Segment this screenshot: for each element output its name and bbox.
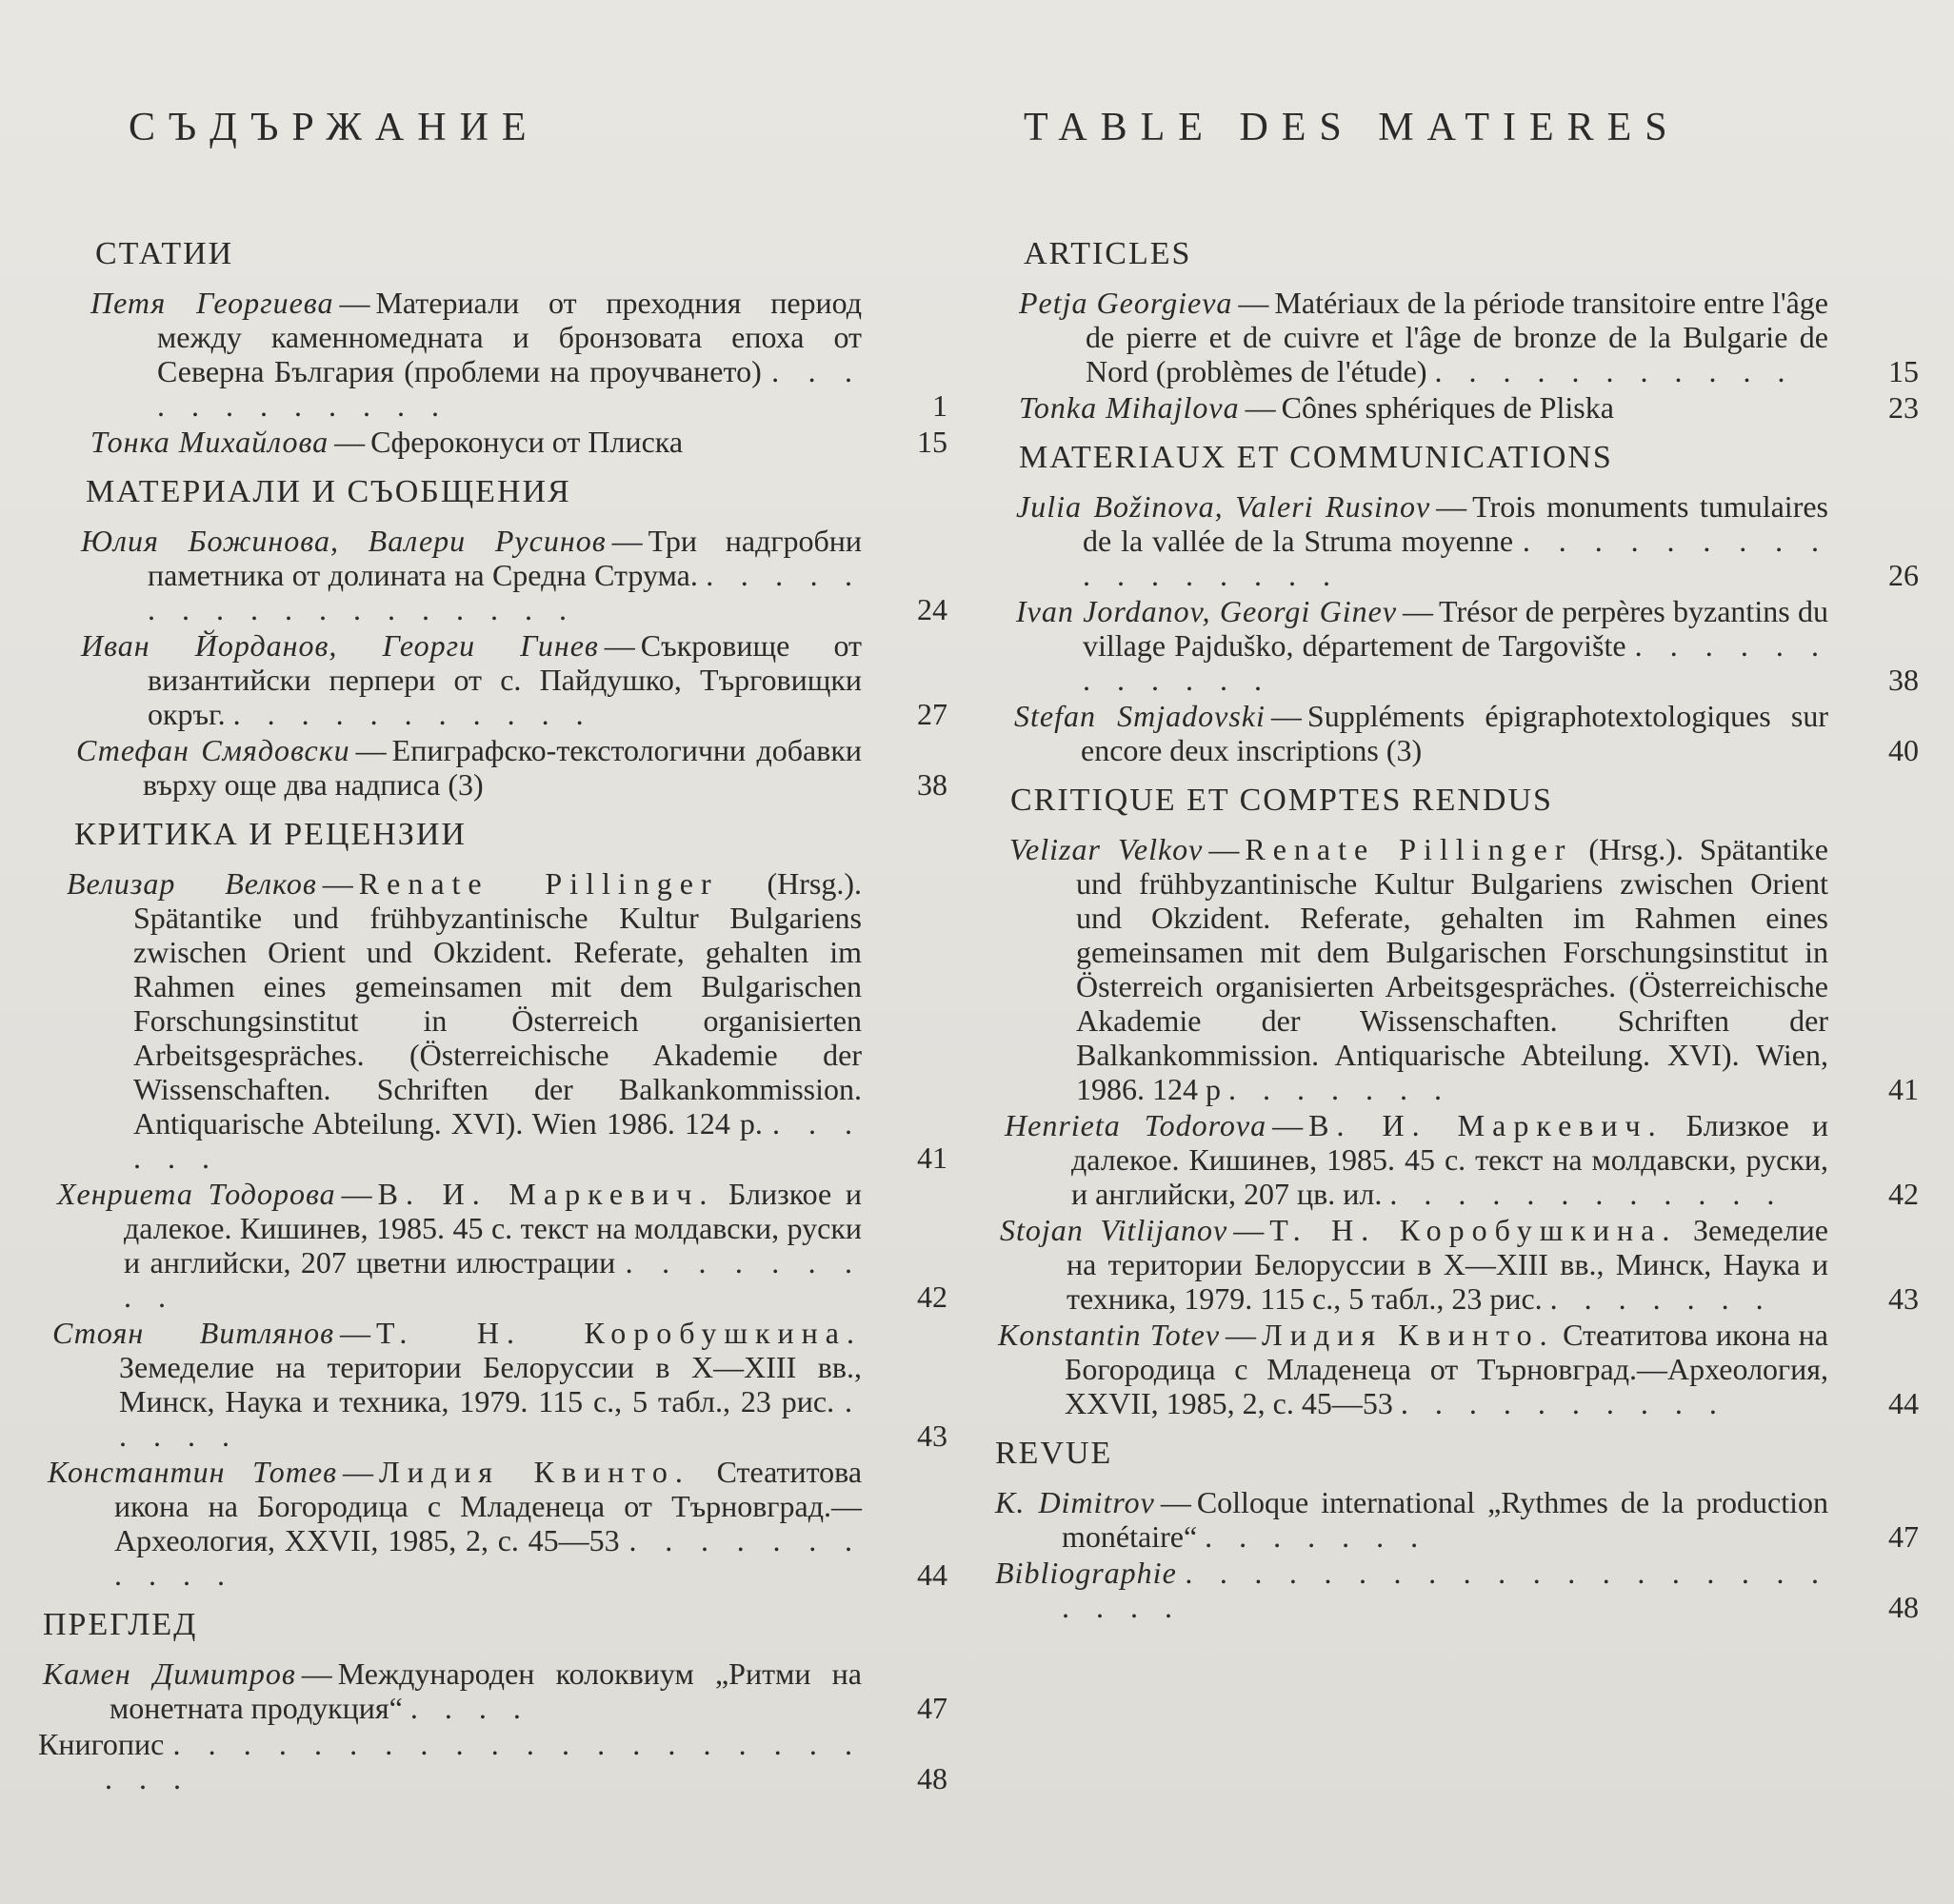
- entry-page: 47: [917, 1691, 947, 1725]
- leader-dots: . . . . . . . . . . .: [1434, 354, 1795, 388]
- entry-page: 38: [917, 767, 947, 802]
- reviewed-author: Renate Pillinger: [1245, 832, 1573, 866]
- section-heading: CRITIQUE ET COMPTES RENDUS: [1010, 783, 1553, 818]
- entry-author: Хенриета Тодорова: [57, 1177, 336, 1211]
- entry-author: Stojan Vitlijanov: [1000, 1213, 1228, 1247]
- toc-entry: K. Dimitrov — Colloque international „Rythmes de la production monétaire“ . . . . . . . 47: [995, 1485, 1919, 1554]
- toc-entry: Камен Димитров — Международен колоквиум „Ритми на монетната продукция“ . . . . 47: [43, 1656, 947, 1725]
- reviewed-author: Лидия Квинто.: [1262, 1318, 1555, 1352]
- leader-dots: . . . . . . . . . . .: [114, 1523, 863, 1592]
- leader-dots: . . . . . . . . . .: [1400, 1386, 1726, 1420]
- toc-entry: Велизар Велков — Renate Pillinger (Hrsg.). Spätantike und frühbyzantinische Kultur Bulgariens zwischen Orient und Okzident. Referate, gehalten im Rahmen eines gemeinsamen mit dem Bulgarischen Forschungsinstitut in Österreich organisierten Arbeitsgespräches. (Österreichische Akademie der Wissenschaften. Schriften der Balkankommission. Antiquarische Abteilung. XVI). Wien 1986. 124 p. . . . . . . 41: [67, 866, 947, 1175]
- toc-entry: Stojan Vitlijanov — Т. Н. Коробушкина. Земеделие на територии Белоруссии в X—XIII вв., Минск, Наука и техника, 1979. 115 с., 5 табл., 23 рис. . . . . . . . 43: [1000, 1213, 1919, 1316]
- entry-page: 15: [917, 425, 947, 459]
- toc-entry: Henrieta Todorova — В. И. Маркевич. Близкое и далекое. Кишинев, 1985. 45 с. текст на молдавски, руски, и английски, 207 цв. ил. . . . . . . . . . . . . 42: [1005, 1108, 1919, 1211]
- entry-author: Julia Božinova, Valeri Rusinov: [1016, 489, 1431, 524]
- section-heading: ARTICLES: [1024, 236, 1192, 271]
- entry-page: 44: [1888, 1386, 1919, 1420]
- entry-title: Близкое и далекое. Кишинев, 1985. 45 с. текст на молдавски, руски и английски, 207 цветни илюстрации: [124, 1177, 863, 1279]
- leader-dots: . . . . . . .: [1549, 1281, 1773, 1316]
- entry-title: (Hrsg.). Spätantike und frühbyzantinische Kultur Bulgariens zwischen Orient und Okzident. Referate, gehalten im Rahmen eines gemeinsamen mit dem Bulgarischen Forschungsinstitut in Österreich organisierten Arbeitsgespräches. (Österreichische Akademie der Wissenschaften. Schriften der Balkankommission. Antiquarische Abteilung. XVI). Wien, 1986. 124 p: [1076, 832, 1828, 1106]
- entry-title: Сфероконуси от Плиска: [370, 425, 684, 459]
- entry-title: Trois monuments tumulaires de la vallée de la Struma moyenne: [1083, 489, 1829, 558]
- leader-dots: . . . . . . . . . . . . . . . . . . . . . . .: [1062, 1556, 1829, 1624]
- leader-dots: . . . . . . . . . . . .: [1389, 1177, 1785, 1211]
- leader-dots: . . . . .: [119, 1384, 863, 1453]
- leader-dots: . . . . . . . . . . . .: [157, 354, 863, 423]
- entry-author: Петя Георгиева: [90, 286, 334, 320]
- entry-page: 42: [1888, 1177, 1919, 1211]
- entry-page: 48: [917, 1761, 947, 1795]
- entry-title: Съкровище от византийски перпери от с. Пайдушко, Търговищки окръг.: [148, 628, 863, 731]
- entry-author: Константин Тотев: [48, 1455, 337, 1489]
- entry-page: 42: [917, 1279, 947, 1314]
- leader-dots: . . . . . . . . . . . .: [1083, 628, 1828, 697]
- toc-entry: Julia Božinova, Valeri Rusinov — Trois monuments tumulaires de la vallée de la Struma moyenne . . . . . . . . . . . . . . . . . 26: [1016, 489, 1919, 592]
- toc-entry: Tonka Mihajlova — Cônes sphériques de Pliska 23: [1019, 390, 1919, 425]
- entry-page: 48: [1888, 1590, 1919, 1624]
- toc-section: [995, 440, 1919, 767]
- toc-entry: Тонка Михайлова — Сфероконуси от Плиска 15: [90, 425, 947, 459]
- entry-author: Ivan Jordanov, Georgi Ginev: [1016, 594, 1398, 628]
- entry-page: 43: [1888, 1281, 1919, 1316]
- leader-dots: . . . . . . . . . . . . . . . . . . . . . . .: [105, 1727, 863, 1795]
- entry-title: Colloque international „Rythmes de la production monétaire“: [1062, 1485, 1829, 1554]
- entry-page: 38: [1888, 663, 1919, 697]
- entry-title: Matériaux de la période transitoire entre l'âge de pierre et de cuivre et l'âge de bronze de la Bulgarie de Nord (problèmes de l'étude): [1086, 286, 1829, 388]
- reviewed-author: Лидия Квинто.: [379, 1455, 690, 1489]
- toc-section: [38, 474, 947, 802]
- entry-page: 43: [917, 1418, 947, 1453]
- section-heading: ПРЕГЛЕД: [43, 1607, 198, 1642]
- entry-title: Три надгробни паметника от долината на Средна Струма.: [148, 524, 862, 592]
- entry-author: K. Dimitrov: [995, 1485, 1155, 1519]
- toc-section: [995, 236, 1919, 425]
- entry-author: Стефан Смядовски: [76, 733, 350, 767]
- entry-author: Henrieta Todorova: [1005, 1108, 1267, 1142]
- section-heading: МАТЕРИАЛИ И СЪОБЩЕНИЯ: [86, 474, 571, 509]
- entry-page: 41: [1888, 1072, 1919, 1106]
- entry-title: Земеделие на територии Белоруссии в X—XIII вв., Минск, Наука и техника, 1979. 115 с., 5 табл., 23 рис.: [119, 1350, 862, 1418]
- toc-entry: Ivan Jordanov, Georgi Ginev — Trésor de perpères byzantins du village Pajduško, département de Targovište . . . . . . . . . . . . 38: [1016, 594, 1919, 697]
- toc-entry: Константин Тотев — Лидия Квинто. Стеатитова икона на Богородица с Младенеца от Търновград.— Археология, XXVII, 1985, 2, с. 45—53 . . . . . . . . . . . 44: [48, 1455, 947, 1592]
- entry-author: Тонка Михайлова: [90, 425, 329, 459]
- leader-dots: . . . . . . . . . . . . . . . . .: [1083, 524, 1829, 592]
- reviewed-author: В. И. Маркевич.: [377, 1177, 715, 1211]
- section-heading: СТАТИИ: [95, 236, 234, 271]
- entry-author: Велизар Велков: [67, 866, 317, 901]
- entry-title: Trésor de perpères byzantins du village Pajduško, département de Targovište: [1083, 594, 1829, 663]
- toc-section: [995, 783, 1919, 1420]
- entry-author: Velizar Velkov: [1009, 832, 1204, 866]
- toc-entry: Стоян Витлянов — Т. Н. Коробушкина. Земеделие на територии Белоруссии в X—XIII вв., Минск, Наука и техника, 1979. 115 с., 5 табл., 23 рис. . . . . . 43: [52, 1316, 947, 1453]
- toc-entry: Петя Георгиева — Материали от преходния период между каменномедната и бронзовата епоха от Северна България (проблеми на проучването) . . . . . . . . . . . . 1: [90, 286, 947, 423]
- toc-entry: [995, 1556, 1919, 1624]
- entry-author: Petja Georgieva: [1019, 286, 1233, 320]
- entry-title: Материали от преходния период между каменномедната и бронзовата епоха от Северна България (проблеми на проучването): [157, 286, 863, 388]
- toc-entry: Velizar Velkov — Renate Pillinger (Hrsg.). Spätantike und frühbyzantinische Kultur Bulgariens zwischen Orient und Okzident. Referate, gehalten im Rahmen eines gemeinsamen mit dem Bulgarischen Forschungsinstitut in Österreich organisierten Arbeitsgespräches. (Österreichische Akademie der Wissenschaften. Schriften der Balkankommission. Antiquarische Abteilung. XVI). Wien, 1986. 124 p . . . . . . . 41: [1009, 832, 1919, 1106]
- entry-title: Епиграфско-текстологични добавки върху още два надписа (3): [143, 733, 862, 802]
- toc-entry: Юлия Божинова, Валери Русинов — Три надгробни паметника от долината на Средна Струма. . . . . . . . . . . . . . . . . . . 24: [81, 524, 947, 626]
- section-heading: MATERIAUX ET COMMUNICATIONS: [1019, 440, 1613, 475]
- entry-page: 40: [1888, 733, 1919, 767]
- reviewed-author: Т. Н. Коробушкина.: [1269, 1213, 1678, 1247]
- entry-author: Tonka Mihajlova: [1019, 390, 1240, 425]
- toc-column-bulgarian: [38, 95, 947, 1811]
- entry-page: 44: [917, 1557, 947, 1592]
- entry-page: 24: [917, 592, 947, 626]
- entry-page: 1: [932, 388, 947, 423]
- entry-title: Книгопис: [38, 1727, 165, 1761]
- leader-dots: . . . . . . .: [1228, 1072, 1451, 1106]
- toc-section: [38, 1607, 947, 1795]
- toc-entry: Стефан Смядовски — Епиграфско-текстологични добавки върху още два надписа (3) 38: [76, 733, 947, 802]
- entry-title: Близкое и далекое. Кишинев, 1985. 45 с. текст на молдавски, руски, и английски, 207 цв. ил.: [1071, 1108, 1829, 1211]
- toc-entry: [38, 1727, 947, 1795]
- entry-author: Stefan Smjadovski: [1014, 699, 1266, 733]
- entry-page: 26: [1888, 558, 1919, 592]
- entry-page: 41: [917, 1140, 947, 1175]
- toc-entry: Хенриета Тодорова — В. И. Маркевич. Близкое и далекое. Кишинев, 1985. 45 с. текст на молдавски, руски и английски, 207 цветни илюстрации . . . . . . . . . 42: [57, 1177, 947, 1314]
- section-heading: REVUE: [995, 1436, 1113, 1471]
- reviewed-author: В. И. Маркевич.: [1308, 1108, 1664, 1142]
- leader-dots: . . . . . . . . . . . . . . . . . .: [148, 558, 862, 626]
- entry-author: Konstantin Totev: [998, 1318, 1221, 1352]
- entry-author: Камен Димитров: [43, 1656, 296, 1691]
- entry-title: Международен колоквиум „Ритми на монетната продукция“: [110, 1656, 862, 1725]
- leader-dots: . . . . . . .: [1205, 1519, 1428, 1554]
- page-title-fr: TABLE DES MATIERES: [1024, 106, 1681, 149]
- entry-title: (Hrsg.). Spätantike und frühbyzantinische Kultur Bulgariens zwischen Orient und Okzident. Referate, gehalten im Rahmen eines gemeinsamen mit dem Bulgarischen Forschungsinstitut in Österreich organisierten Arbeitsgespräches. (Österreichische Akademie der Wissenschaften. Schriften der Balkankommission. Antiquarische Abteilung. XVI). Wien 1986. 124 p.: [133, 866, 863, 1140]
- leader-dots: . . . . . . . . . . .: [232, 697, 593, 731]
- leader-dots: . . . . . . . . .: [124, 1245, 863, 1314]
- entry-title: Стеатитова икона на Богородица с Младенеца от Търновград.— Археология, XXVII, 1985, 2, с. 45—53: [114, 1455, 863, 1557]
- leader-dots: . . . . . .: [133, 1106, 863, 1175]
- entry-title: Suppléments épigraphotextologiques sur encore deux inscriptions (3): [1081, 699, 1829, 767]
- entry-title: Стеатитова икона на Богородица с Младенеца от Търновград.—Археология, XXVII, 1985, 2, с. 45—53: [1065, 1318, 1829, 1420]
- entry-title: Bibliographie: [995, 1556, 1177, 1590]
- entry-title: Земеделие на територии Белоруссии в X—XIII вв., Минск, Наука и техника, 1979. 115 с., 5 табл., 23 рис.: [1067, 1213, 1828, 1316]
- leader-dots: . . . .: [409, 1691, 530, 1725]
- section-heading: КРИТИКА И РЕЦЕНЗИИ: [74, 817, 467, 852]
- entry-author: Юлия Божинова, Валери Русинов: [81, 524, 607, 558]
- toc-column-french: [995, 95, 1919, 1639]
- toc-entry: Petja Georgieva — Matériaux de la période transitoire entre l'âge de pierre et de cuivre et l'âge de bronze de la Bulgarie de Nord (problèmes de l'étude) . . . . . . . . . . . 15: [1019, 286, 1919, 388]
- toc-section: [995, 1436, 1919, 1624]
- toc-section: [38, 817, 947, 1592]
- page-title-bg: СЪДЪРЖАНИЕ: [129, 106, 540, 149]
- toc-entry: Stefan Smjadovski — Suppléments épigraphotextologiques sur encore deux inscriptions (3) 40: [1014, 699, 1919, 767]
- entry-page: 15: [1888, 354, 1919, 388]
- entry-page: 47: [1888, 1519, 1919, 1554]
- entry-page: 27: [917, 697, 947, 731]
- entry-page: 23: [1888, 390, 1919, 425]
- entry-author: Иван Йорданов, Георги Гинев: [81, 628, 599, 663]
- entry-title: Cônes sphériques de Pliska: [1281, 390, 1614, 425]
- toc-entry: Konstantin Totev — Лидия Квинто. Стеатитова икона на Богородица с Младенеца от Търновград.—Археология, XXVII, 1985, 2, с. 45—53 . . . . . . . . . . 44: [998, 1318, 1919, 1420]
- reviewed-author: Т. Н. Коробушкина.: [376, 1316, 863, 1350]
- reviewed-author: Renate Pillinger: [358, 866, 719, 901]
- toc-entry: Иван Йорданов, Георги Гинев — Съкровище от византийски перпери от с. Пайдушко, Търговищки окръг. . . . . . . . . . . . 27: [81, 628, 947, 731]
- entry-author: Стоян Витлянов: [52, 1316, 335, 1350]
- toc-section: [38, 236, 947, 459]
